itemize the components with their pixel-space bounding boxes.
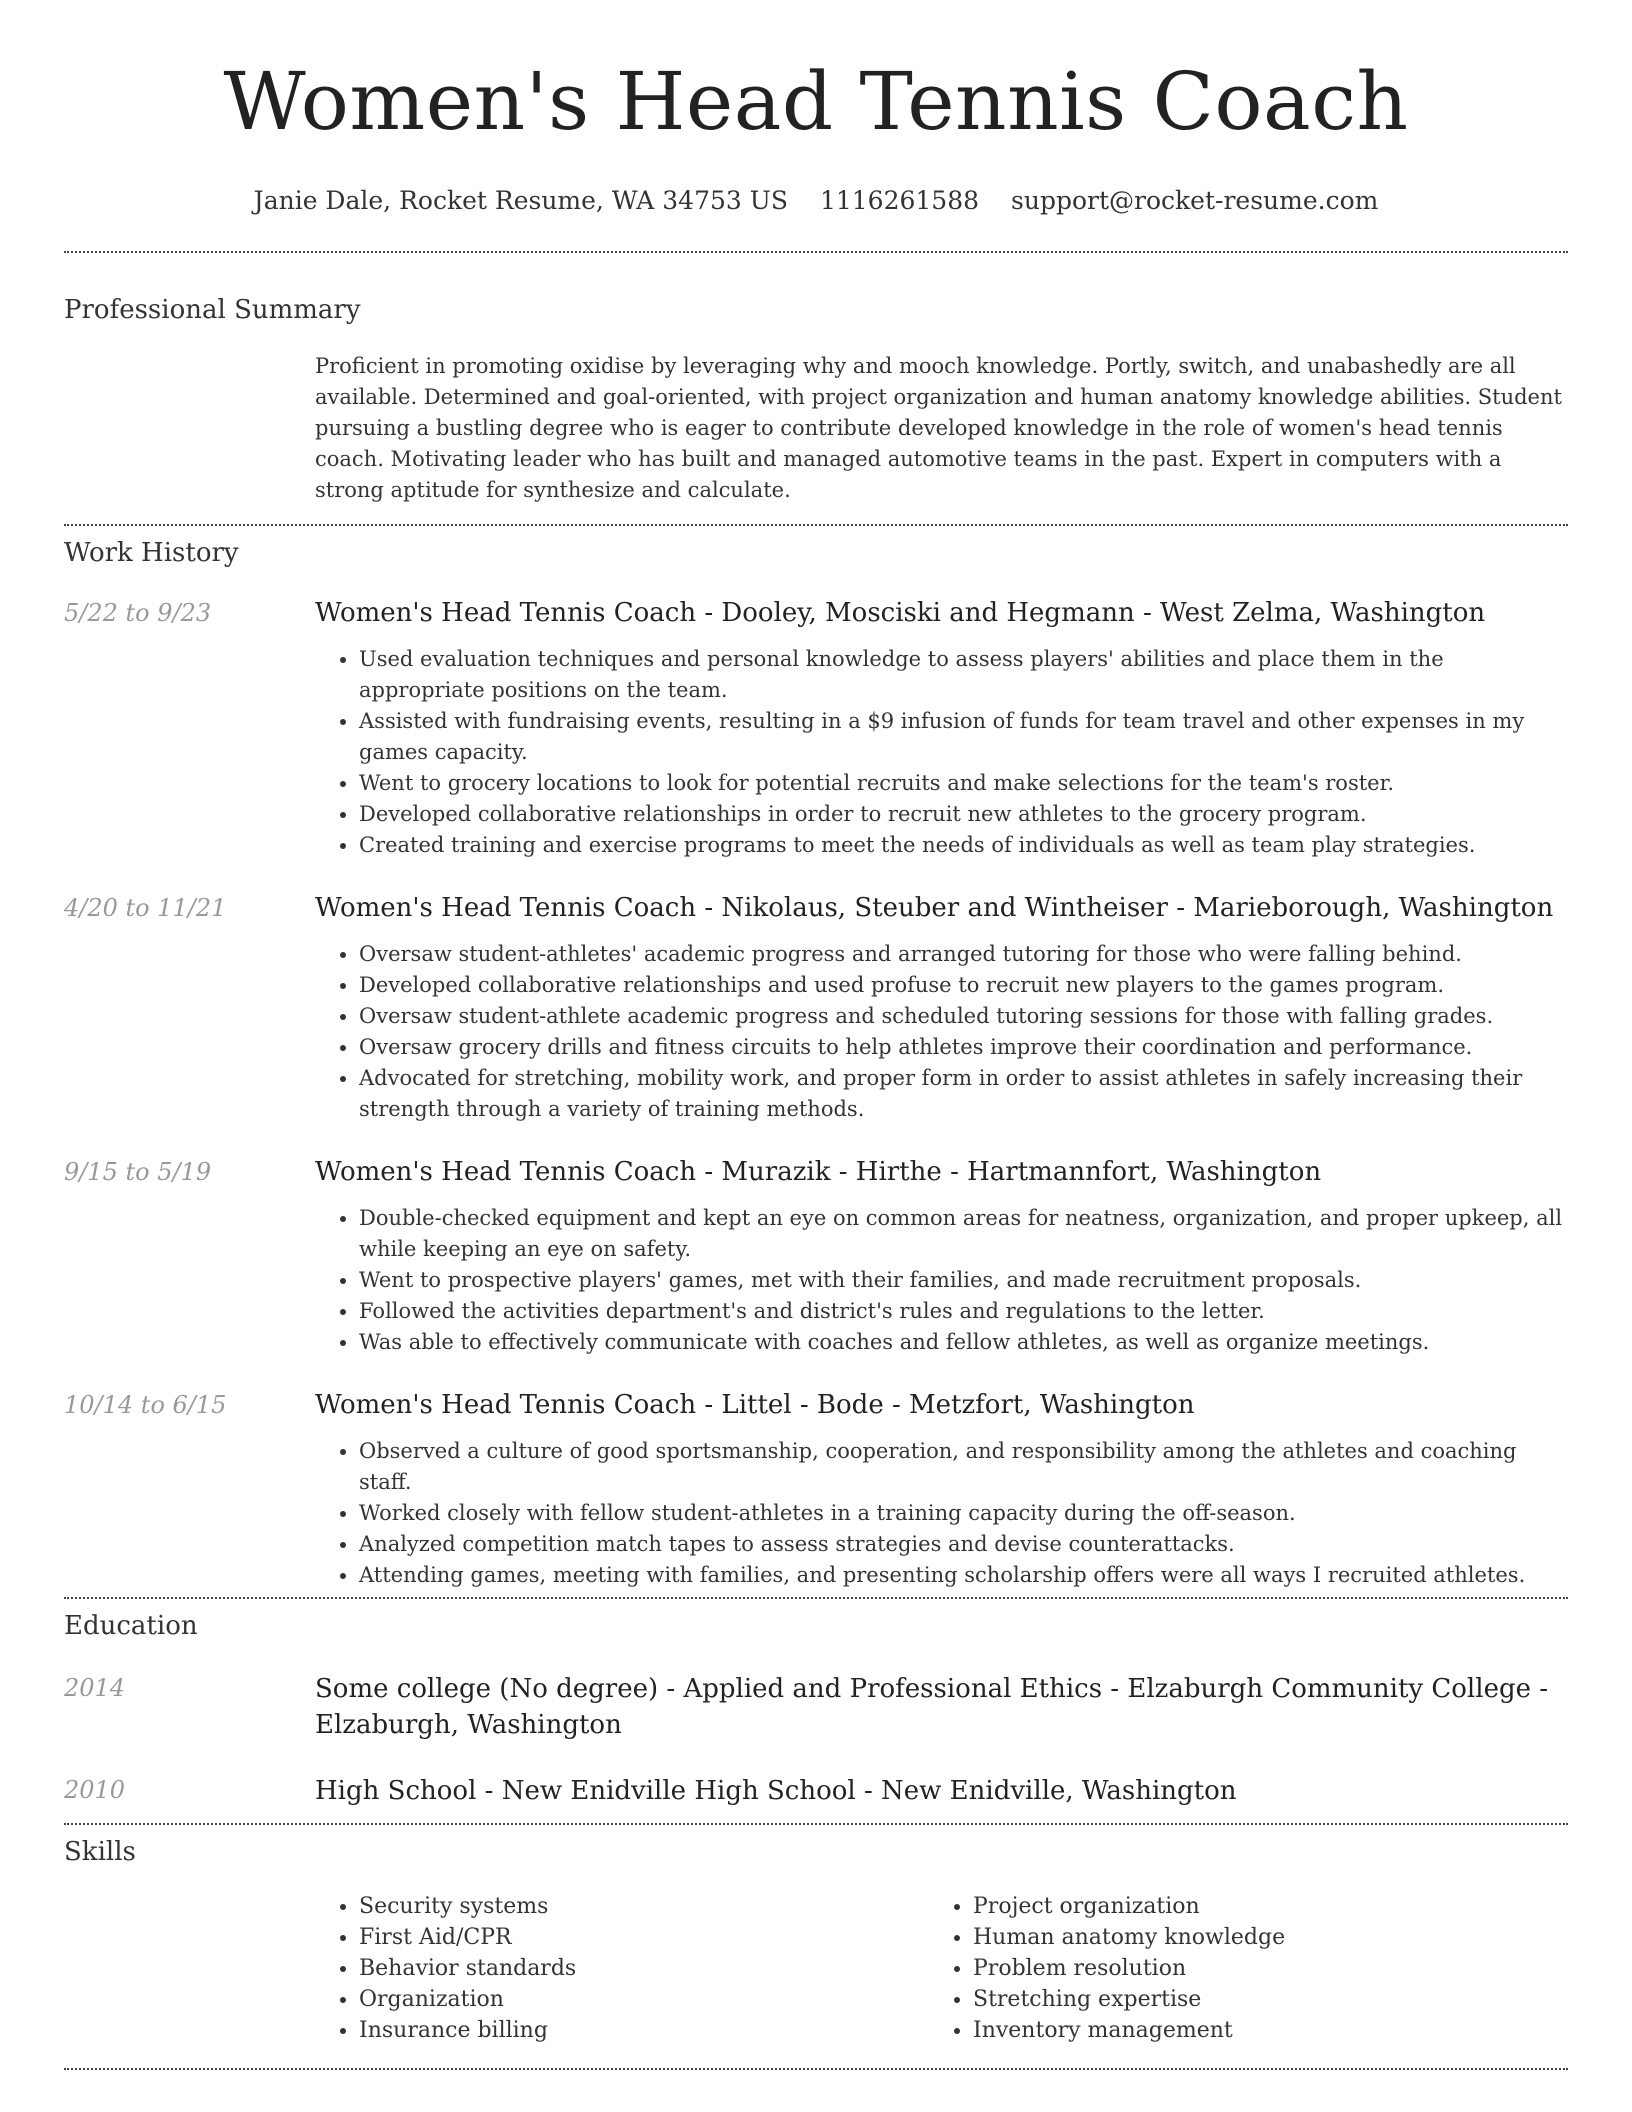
skill-item: • Security systems bbox=[359, 1891, 929, 1922]
education-heading: Education bbox=[64, 1611, 198, 1641]
contact-email: support@rocket-resume.com bbox=[1011, 186, 1379, 215]
job-heading bbox=[315, 596, 1568, 630]
skills-list-right bbox=[929, 1891, 1543, 2046]
job-position: Women's Head Tennis Coach bbox=[315, 893, 697, 923]
list-item: • Oversaw student-athlete academic progress and scheduled tutoring sessions for those with falling grades. bbox=[359, 1001, 1568, 1032]
job-bullets bbox=[315, 1203, 1568, 1358]
skills-list-left bbox=[315, 1891, 929, 2046]
list-item: • Attending games, meeting with families, and presenting scholarship offers were all ways I recruited athletes. bbox=[359, 1560, 1568, 1591]
skill-item: • Organization bbox=[359, 1984, 929, 2015]
list-item: • Went to prospective players' games, met with their families, and made recruitment proposals. bbox=[359, 1265, 1568, 1296]
job-bullets bbox=[315, 939, 1568, 1125]
job-bullets bbox=[315, 1436, 1568, 1591]
list-item: • Advocated for stretching, mobility work, and proper form in order to assist athletes in safely increasing their strength through a variety of training methods. bbox=[359, 1063, 1568, 1125]
job-dates: 5/22 to 9/23 bbox=[64, 599, 212, 627]
job-details: - Murazik - Hirthe - Hartmannfort, Washington bbox=[696, 1157, 1322, 1187]
education-degree: High School bbox=[315, 1776, 477, 1806]
job-heading bbox=[315, 1155, 1568, 1189]
list-item: • Analyzed competition match tapes to assess strategies and devise counterattacks. bbox=[359, 1529, 1568, 1560]
job-dates: 10/14 to 6/15 bbox=[64, 1391, 227, 1419]
skill-item: • Human anatomy knowledge bbox=[973, 1922, 1543, 1953]
list-item: • Developed collaborative relationships and used profuse to recruit new players to the games program. bbox=[359, 970, 1568, 1001]
skill-item: • First Aid/CPR bbox=[359, 1922, 929, 1953]
list-item: • Used evaluation techniques and personal knowledge to assess players' abilities and place them in the appropriate positions on the team. bbox=[359, 644, 1568, 706]
contact-line bbox=[64, 186, 1568, 215]
list-item: • Created training and exercise programs to meet the needs of individuals as well as team play strategies. bbox=[359, 830, 1568, 861]
section-divider bbox=[64, 1823, 1568, 1825]
job-position: Women's Head Tennis Coach bbox=[315, 1390, 697, 1420]
resume-header bbox=[64, 0, 1568, 215]
skills-section bbox=[64, 1837, 1568, 2068]
job-heading bbox=[315, 1388, 1568, 1422]
education-section bbox=[64, 1611, 1568, 1823]
education-details: - New Enidville High School - New Enidville, Washington bbox=[476, 1776, 1237, 1806]
list-item: • Developed collaborative relationships in order to recruit new athletes to the grocery program. bbox=[359, 799, 1568, 830]
job-entry bbox=[64, 1155, 1568, 1358]
job-dates: 4/20 to 11/21 bbox=[64, 894, 227, 922]
section-divider bbox=[64, 251, 1568, 253]
summary-heading: Professional Summary bbox=[64, 295, 361, 325]
list-item: • Was able to effectively communicate with coaches and fellow athletes, as well as organize meetings. bbox=[359, 1327, 1568, 1358]
page-title: Women's Head Tennis Coach bbox=[223, 55, 1409, 148]
list-item: • Oversaw student-athletes' academic progress and arranged tutoring for those who were falling behind. bbox=[359, 939, 1568, 970]
skill-item: • Insurance billing bbox=[359, 2015, 929, 2046]
job-bullets bbox=[315, 644, 1568, 861]
job-position: Women's Head Tennis Coach bbox=[315, 598, 697, 628]
education-entry bbox=[64, 1773, 1568, 1809]
job-dates: 9/15 to 5/19 bbox=[64, 1158, 212, 1186]
list-item: • Oversaw grocery drills and fitness circuits to help athletes improve their coordination and performance. bbox=[359, 1032, 1568, 1063]
job-position: Women's Head Tennis Coach bbox=[315, 1157, 697, 1187]
education-details: - Elzaburgh Community College - Elzaburgh, Washington bbox=[315, 1674, 1549, 1740]
section-divider bbox=[64, 1597, 1568, 1599]
skill-item: • Stretching expertise bbox=[973, 1984, 1543, 2015]
skill-item: • Project organization bbox=[973, 1891, 1543, 1922]
skill-item: • Inventory management bbox=[973, 2015, 1543, 2046]
list-item: • Went to grocery locations to look for potential recruits and make selections for the team's roster. bbox=[359, 768, 1568, 799]
contact-address: Janie Dale, Rocket Resume, WA 34753 US bbox=[253, 186, 788, 215]
education-degree: Some college (No degree) - Applied and Professional Ethics bbox=[315, 1674, 1103, 1704]
education-heading-line bbox=[315, 1773, 1568, 1809]
summary-section bbox=[64, 295, 1568, 524]
job-entry bbox=[64, 891, 1568, 1125]
section-divider bbox=[64, 2068, 1568, 2070]
education-year: 2014 bbox=[64, 1674, 126, 1702]
skill-item: • Behavior standards bbox=[359, 1953, 929, 1984]
list-item: • Observed a culture of good sportsmanship, cooperation, and responsibility among the athletes and coaching staff. bbox=[359, 1436, 1568, 1498]
list-item: • Assisted with fundraising events, resulting in a $9 infusion of funds for team travel and other expenses in my games capacity. bbox=[359, 706, 1568, 768]
skill-item: • Problem resolution bbox=[973, 1953, 1543, 1984]
work-history-heading: Work History bbox=[64, 538, 239, 568]
list-item: • Double-checked equipment and kept an eye on common areas for neatness, organization, and proper upkeep, all while keeping an eye on safety. bbox=[359, 1203, 1568, 1265]
skills-heading: Skills bbox=[64, 1837, 136, 1867]
job-entry bbox=[64, 1388, 1568, 1591]
job-details: - Littel - Bode - Metzfort, Washington bbox=[696, 1390, 1195, 1420]
work-history-section bbox=[64, 538, 1568, 1597]
skills-grid bbox=[315, 1891, 1568, 2046]
education-year: 2010 bbox=[64, 1776, 126, 1804]
education-heading-line bbox=[315, 1671, 1568, 1743]
job-details: - Nikolaus, Steuber and Wintheiser - Marieborough, Washington bbox=[696, 893, 1554, 923]
list-item: • Worked closely with fellow student-athletes in a training capacity during the off-season. bbox=[359, 1498, 1568, 1529]
job-details: - Dooley, Mosciski and Hegmann - West Zelma, Washington bbox=[696, 598, 1486, 628]
job-entry bbox=[64, 596, 1568, 861]
contact-phone: 1116261588 bbox=[819, 186, 980, 215]
summary-text: Proficient in promoting oxidise by leveraging why and mooch knowledge. Portly, switch, and unabashedly are all available. Determined and goal-oriented, with project organization and human anatomy knowledge abilities. Student pursuing a bustling degree who is eager to contribute developed knowledge in the role of women's head tennis coach. Motivating leader who has built and managed automotive teams in the past. Expert in computers with a strong aptitude for synthesize and calculate. bbox=[315, 354, 1562, 502]
section-divider bbox=[64, 524, 1568, 526]
education-entry bbox=[64, 1671, 1568, 1743]
job-heading bbox=[315, 891, 1568, 925]
list-item: • Followed the activities department's and district's rules and regulations to the letter. bbox=[359, 1296, 1568, 1327]
